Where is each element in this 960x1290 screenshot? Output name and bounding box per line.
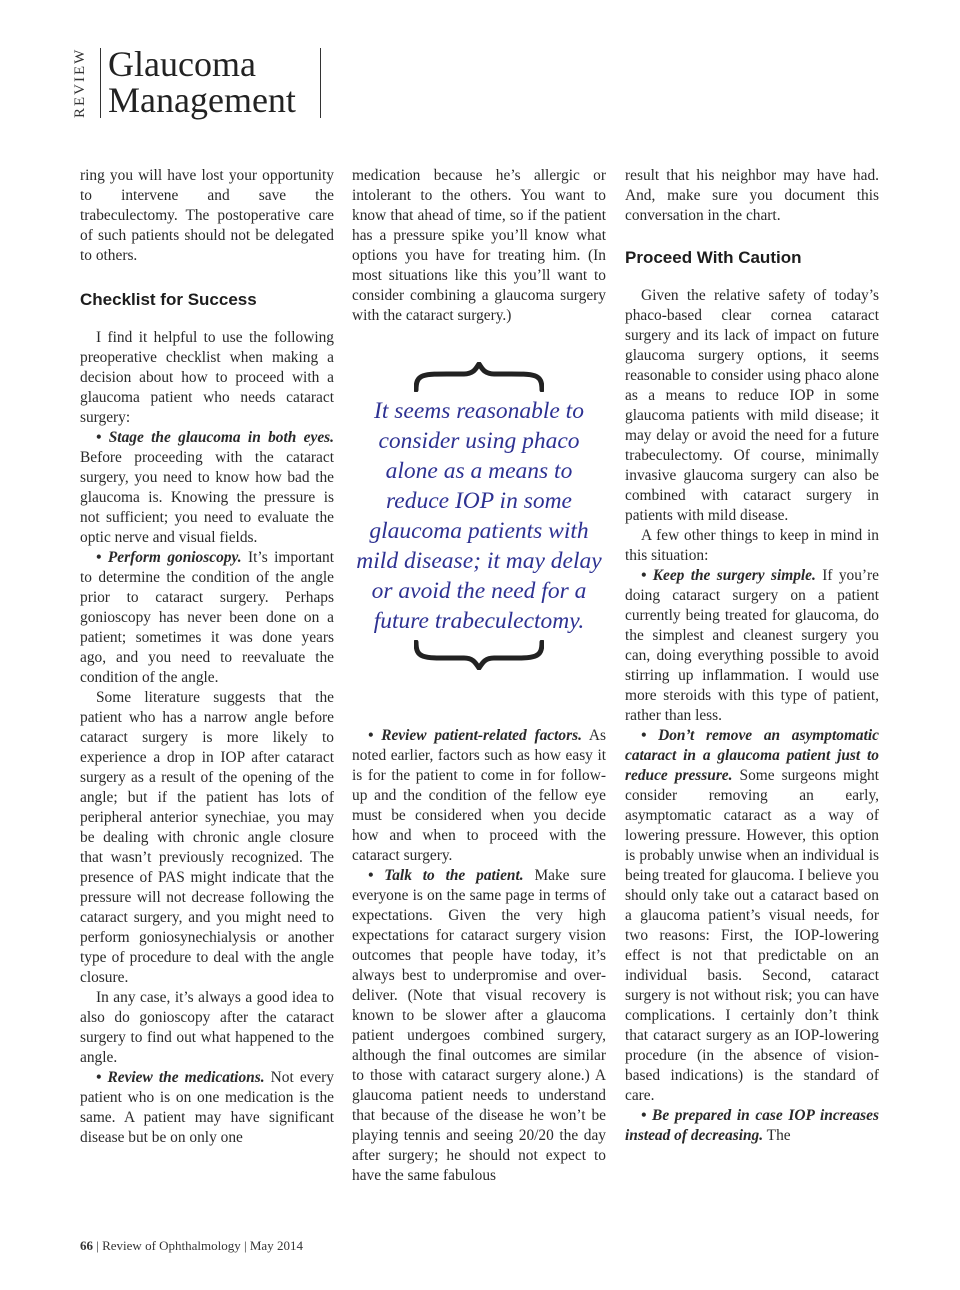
brace-bottom-icon	[414, 640, 544, 670]
bullet-text: If you’re doing cataract surgery on a patient currently being treated for glaucoma, do the simplest and cleanest surgery you can, doing everything possible to avoid stirring up inflammation. I would use more steroids with this type of patient, rather than less.	[625, 567, 879, 724]
bullet-title: • Don’t remove an asymptomatic cataract in a glaucoma patient just to reduce pressure.	[625, 727, 879, 784]
bullet-title: • Talk to the patient.	[368, 867, 524, 884]
bullet-title: • Perform gonioscopy.	[96, 549, 242, 566]
page-footer	[80, 1238, 303, 1254]
issue-date: May 2014	[249, 1238, 303, 1253]
bullet-title: • Be prepared in case IOP increases instead of decreasing.	[625, 1107, 879, 1144]
section-label-text: REVIEW	[72, 48, 88, 118]
bullet-title: • Review patient-related factors.	[368, 727, 582, 744]
header-divider-left	[100, 48, 101, 118]
brace-top-icon	[414, 362, 544, 392]
page-title-line1: Glaucoma	[108, 44, 256, 84]
journal-name: Review of Ophthalmology	[102, 1238, 241, 1253]
bullet-title: • Review the medications.	[96, 1069, 265, 1086]
section-heading: Checklist for Success	[80, 290, 257, 309]
bullet-text: Make sure everyone is on the same page in terms of expectations. Given the very high expectations for cataract surgery vision outcomes that people have today, it’s always best to underpromise and over-deliver. (Note that visual recovery is known to be slower after a glaucoma patient undergoes combined surgery, although the final outcomes are similar to those with cataract surgery alone.) A glaucoma patient needs to understand that because of the disease he won’t be playing tennis and seeing 20/20 the day after surgery; he should not expect to have the same fabulous	[352, 867, 606, 1184]
bullet-item	[352, 726, 606, 866]
footer-separator: |	[96, 1238, 103, 1253]
paragraph: A few other things to keep in mind in this situation:	[625, 527, 879, 564]
column-2-lower	[352, 726, 606, 1186]
bullet-text: Not every patient who is on one medication is the same. A patient may have significant disease but be on only one	[80, 1069, 334, 1146]
pull-quote-text: It seems reasonable to consider using phaco alone as a means to reduce IOP in some glaucoma patients with mild disease; it may delay or avoid the need for a future trabeculectomy.	[356, 398, 602, 634]
paragraph: ring you will have lost your opportunity to intervene and save the trabeculectomy. The postoperative care of such patients should not be delegated to others.	[80, 167, 334, 264]
bullet-item	[625, 566, 879, 726]
footer-separator: |	[244, 1238, 250, 1253]
paragraph: result that his neighbor may have had. And, make sure you document this conversation in the chart.	[625, 167, 879, 224]
header-divider-right	[320, 48, 321, 118]
bullet-item	[80, 428, 334, 548]
pull-quote	[352, 362, 606, 712]
paragraph: Given the relative safety of today’s phaco-based clear cornea cataract surgery and its lack of impact on future glaucoma surgery options, it seems reasonable to consider using phaco alone as a means to reduce IOP in some glaucoma patients with mild disease; it may delay or avoid the need for a future trabeculectomy. Of course, minimally invasive glaucoma surgery can also be combined with cataract surgery in patients with mild disease.	[625, 287, 879, 524]
bullet-item	[625, 726, 879, 1106]
paragraph: In any case, it’s always a good idea to also do gonioscopy after the cataract surgery to find out what happened to the angle.	[80, 989, 334, 1066]
page-number: 66	[80, 1238, 93, 1253]
bullet-text: Some surgeons might consider removing an early, asymptomatic cataract as a way of lowering pressure. However, this option is probably unwise when an individual is being treated for glaucoma. I believe you should only take out a cataract based on a glaucoma patient’s visual needs, for two reasons: First, the IOP-lowering effect is not that predictable on an individual basis. Second, cataract surgery is not without risk; you can have complications. I certainly don’t think that cataract surgery as an IOP-lowering procedure (in the absence of vision-based indications) is the standard of care.	[625, 767, 880, 1104]
paragraph: I find it helpful to use the following preoperative checklist when making a decision about how to proceed with a glaucoma patient who needs cataract surgery:	[80, 329, 334, 426]
bullet-text: As noted earlier, factors such as how easy it is for the patient to come in for follow-up and the condition of the fellow eye must be considered when you decide how and when to proceed with the cataract surgery.	[352, 727, 606, 864]
bullet-text: Before proceeding with the cataract surgery, you need to know how bad the glaucoma is. Knowing the pressure is not sufficient; you need to evaluate the optic nerve and visual fields.	[80, 449, 334, 546]
column-2	[352, 166, 606, 326]
column-3	[625, 166, 879, 1146]
column-1	[80, 166, 334, 1148]
bullet-item	[80, 1068, 334, 1148]
bullet-text: It’s important to determine the condition of the angle prior to cataract surgery. Perhaps gonioscopy has never been done on a patient; sometimes it was done years ago, and you need to reevaluate the condition of the angle.	[80, 549, 334, 686]
bullet-item	[80, 548, 334, 688]
section-heading: Proceed With Caution	[625, 248, 802, 267]
paragraph: medication because he’s allergic or intolerant to the others. You want to know that ahead of time, so if the patient has a pressure spike you’ll know what options you have for treating him. (In most situations like this you’ll want to consider combining a glaucoma surgery with the cataract surgery.)	[352, 167, 606, 324]
bullet-item	[352, 866, 606, 1186]
bullet-text: The	[763, 1127, 791, 1144]
bullet-item	[625, 1106, 879, 1146]
bullet-title: • Keep the surgery simple.	[641, 567, 816, 584]
section-label	[62, 48, 92, 120]
page-title-line2: Management	[108, 80, 296, 120]
paragraph: Some literature suggests that the patient who has a narrow angle before cataract surgery is more likely to experience a drop in IOP after cataract surgery as a result of the opening of the angle; but if the patient has lots of peripheral anterior synechiae, you may be dealing with chronic angle closure that wasn’t previously recognized. The presence of PAS might indicate that the pressure will not decrease following the cataract surgery, and you might need to perform goniosynechialysis or another type of procedure to deal with the angle closure.	[80, 689, 334, 986]
page-title	[108, 46, 296, 118]
bullet-title: • Stage the glaucoma in both eyes.	[96, 429, 334, 446]
